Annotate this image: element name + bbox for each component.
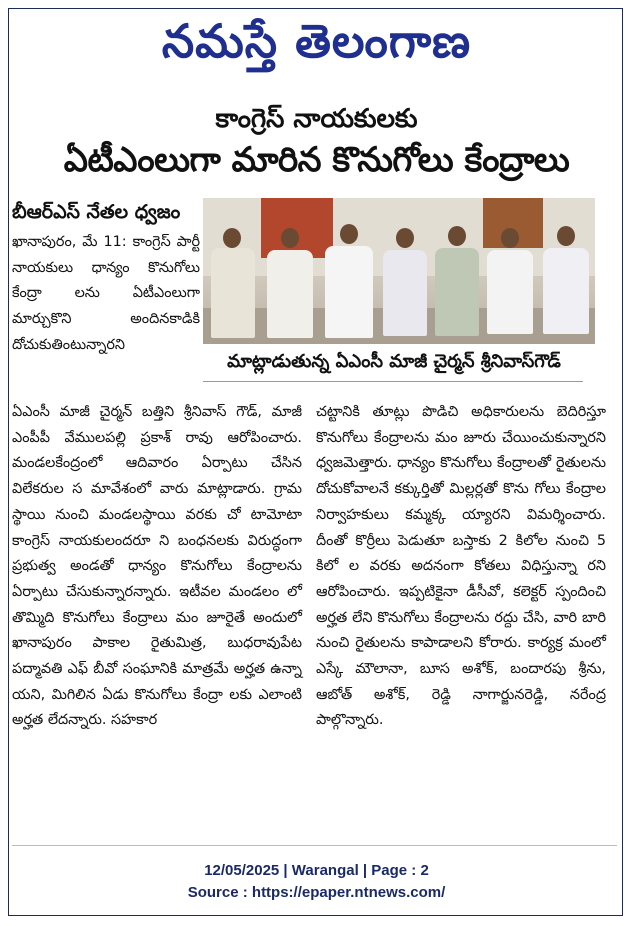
newspaper-masthead: నమస్తే తెలంగాణ <box>161 14 472 68</box>
article-photo <box>203 198 595 344</box>
article-kicker: కాంగ్రెస్ నాయకులకు <box>215 104 418 134</box>
article-headline: ఏటీఎంలుగా మారిన కొనుగోలు కేంద్రాలు <box>63 140 570 180</box>
footer-source-link[interactable]: Source : https://epaper.ntnews.com/ <box>187 884 446 901</box>
article-body-right: చట్టానికి తూట్లు పొడిచి అధికారులను బెదిరిస్తూ కొనుగోలు కేంద్రాలను మం జూరు చేయించుకున్నారని ధ్వజమెత్తారు. ధాన్యం కొనుగోలు కేంద్రాలతో రైతులను దోచుకోవాలనే కక్కుర్తితో మిల్లర్లతో కొను గోలు కేంద్రాల నిర్వాహకులు కమ్మక్క య్యారని విమర్శించారు. దీంతో కొర్రీలు పెడుతూ బస్తాకు 2 కిలోల నుంచి 5 కిలో ల వరకు అదనంగా కోతలు విధిస్తున్నా రని ఆరోపించారు. ఇప్పటికైనా డీసీవో, కలెక్టర్ స్పందించి అర్హత లేని కొనుగోలు కేంద్రాలను రద్దు చేసి, వారి బారి నుంచి రైతులను కాపాడాలని కోరారు. కార్యక్ర మంలో ఎస్కే మౌలానా, బూస అశోక్, బందారపు శ్రీను, ఆబోత్ అశోక్, రెడ్డి నాగార్జునరెడ్డి, నరేంద్ర పాల్గొన్నారు. <box>316 404 606 729</box>
footer-edition-info: 12/05/2025 | Warangal | Page : 2 <box>204 862 429 879</box>
article-subhead: బీఆర్ఎస్ నేతల ధ్వజం <box>12 201 181 223</box>
footer-divider <box>12 845 617 846</box>
article-body-left: ఏఎంసీ మాజీ చైర్మన్ బత్తిని శ్రీనివాస్ గౌడ్, మాజీ ఎంపీపీ వేములపల్లి ప్రకాశ్ రావు ఆరోపించారు. మండలకేంద్రంలో ఆదివారం ఏర్పాటు చేసిన విలేకరుల స మావేశంలో వారు మాట్లాడారు. గ్రామ స్థాయి నుంచి మండలస్థాయి వరకు చో టామోటా కాంగ్రెస్ నాయకులందరూ ని బంధనలకు విరుద్ధంగా ప్రభుత్వ అండతో ధాన్యం కొనుగోలు కేంద్రాలను ఏర్పాటు చేసుకున్నారన్నారు. ఇటీవల మండలం లో తొమ్మిది కొనుగోలు కేంద్రాలు మం జూరైతే అందులో ఖానాపురం పాకాల రైతుమిత్ర, బుధరావుపేట పద్మావతి ఎఫ్ బీవో సంఘానికి మాత్రమే అర్హత ఉన్నా యని, మిగిలిన ఏడు కొనుగోలు కేంద్రా లకు ఎలాంటి అర్హత లేదన్నారు. సహకార <box>12 404 302 729</box>
photo-caption: మాట్లాడుతున్న ఏఎంసీ మాజీ చైర్మన్ శ్రీనివాస్‌గౌడ్ <box>227 351 561 372</box>
article-body-intro: ఖానాపురం, మే 11: కాంగ్రెస్ పార్టీ నాయకులు ధాన్యం కొనుగోలు కేంద్రా లను ఏటీఎంలుగా మార్చుకొని అందినకాడికి దోచుకుతింటున్నారని <box>12 234 200 353</box>
